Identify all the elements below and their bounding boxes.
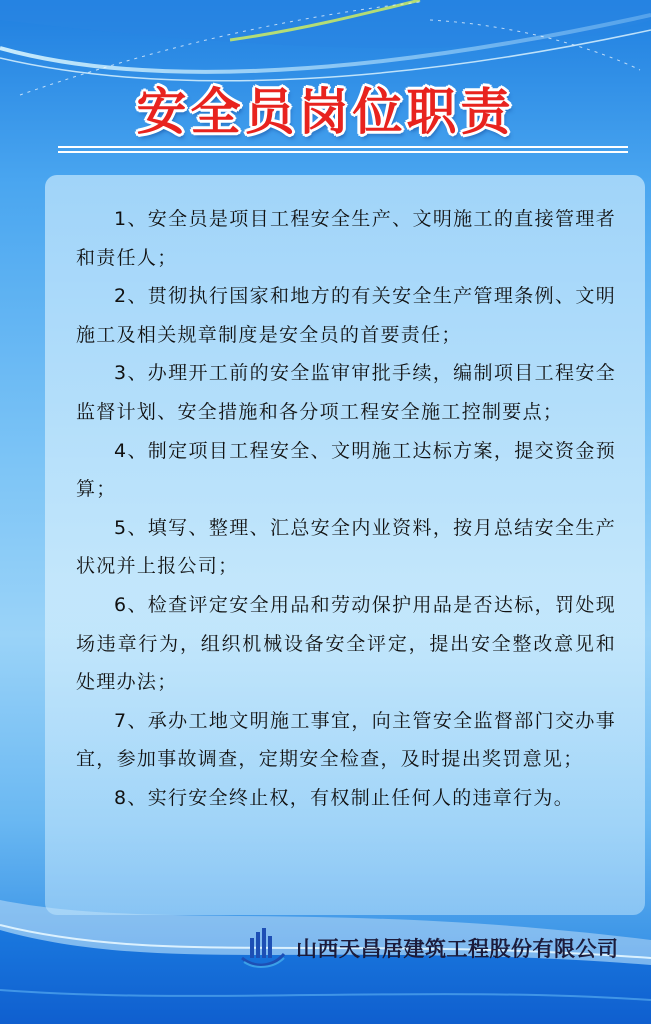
duty-item-2: 2、贯彻执行国家和地方的有关安全生产管理条例、文明施工及相关规章制度是安全员的首要责任； — [76, 285, 616, 346]
page-title: 安全员岗位职责 — [136, 83, 515, 141]
duty-item-1: 1、安全员是项目工程安全生产、文明施工的直接管理者和责任人； — [76, 208, 616, 269]
title-divider-bottom — [58, 151, 628, 153]
footer — [240, 926, 619, 970]
title-divider-top — [58, 146, 628, 148]
duty-list — [76, 200, 616, 818]
duty-item-6: 6、检查评定安全用品和劳动保护用品是否达标，罚处现场违章行为，组织机械设备安全评定，提出安全整改意见和处理办法； — [76, 593, 616, 694]
duty-item-4: 4、制定项目工程安全、文明施工达标方案，提交资金预算； — [76, 439, 616, 501]
duty-item-8: 8、实行安全终止权，有权制止任何人的违章行为。 — [114, 786, 574, 809]
duty-item-7: 7、承办工地文明施工事宜，向主管安全监督部门交办事宜，参加事故调查，定期安全检查，及时提出奖罚意见； — [76, 709, 616, 771]
building-bars-logo-icon — [240, 928, 286, 968]
company-name: 山西天昌居建筑工程股份有限公司 — [296, 937, 619, 961]
duty-item-5: 5、填写、整理、汇总安全内业资料，按月总结安全生产状况并上报公司； — [76, 516, 616, 578]
duty-item-3: 3、办理开工前的安全监审审批手续，编制项目工程安全监督计划、安全措施和各分项工程安全施工控制要点； — [76, 362, 616, 423]
